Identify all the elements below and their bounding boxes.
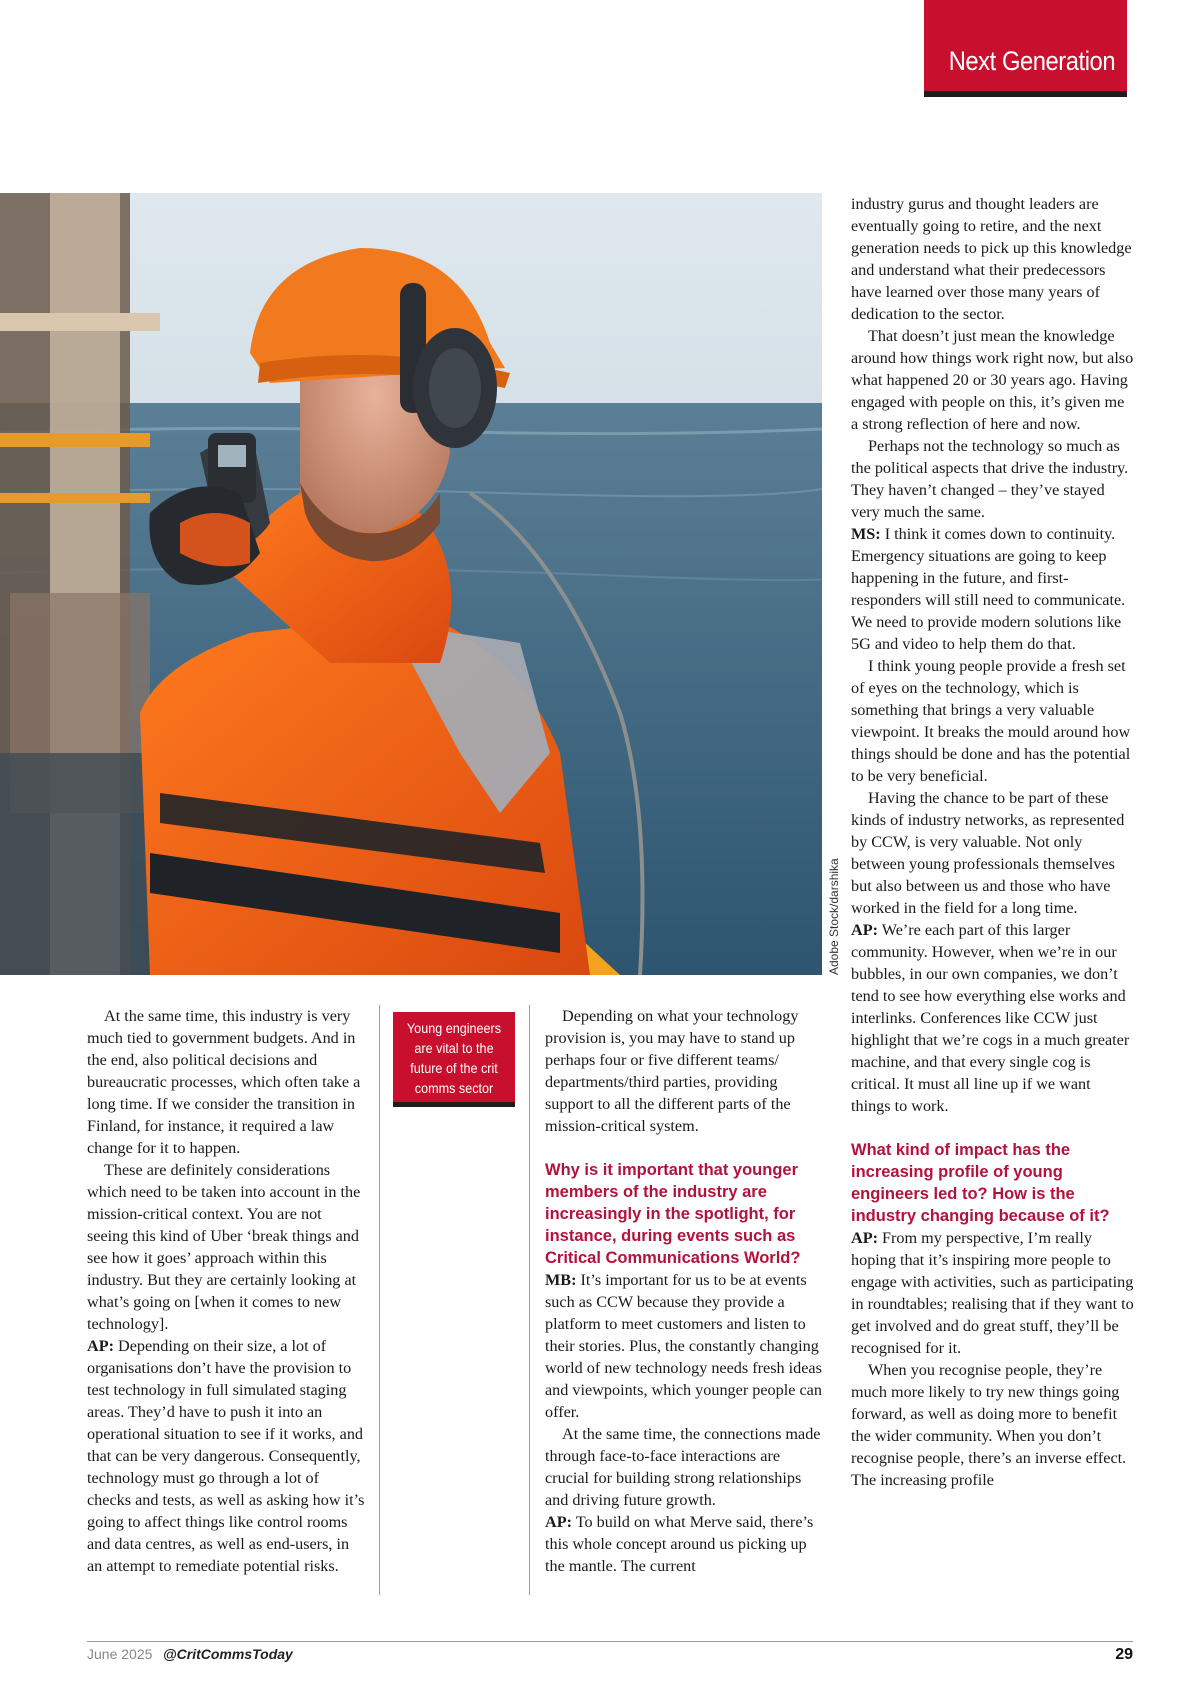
paragraph: At the same time, this industry is very much tied to government budgets. And in the end, also political decisions and bureaucratic processes, which often take a long time. If we consider the transition in Finland, for instance, it required a law change for it to happen. — [87, 1007, 361, 1157]
paragraph — [851, 523, 1134, 655]
paragraph — [545, 1269, 828, 1423]
paragraph: At the same time, the connections made through face-to-face interactions are crucial for building strong relationships and driving future growth. — [545, 1425, 821, 1509]
photo-credit: Adobe Stock/darshika — [827, 858, 841, 975]
paragraph — [851, 1227, 1134, 1359]
paragraph — [545, 1511, 828, 1577]
hero-photo — [0, 193, 822, 975]
paragraph: When you recognise people, they’re much more likely to try new things going forward, as well as doing more to benefit the wider community. When you don’t recognise people, there’s an inverse effect. The increasing profile — [851, 1361, 1127, 1489]
paragraph: I think young people provide a fresh set of eyes on the technology, which is something that brings a very valuable viewpoint. It breaks the mould around how things should be done and has the potential to be very beneficial. — [851, 657, 1131, 785]
speaker-initials: AP: — [545, 1513, 572, 1531]
speaker-initials: AP: — [851, 921, 878, 939]
question-heading: What kind of impact has the increasing profile of young engineers led to? How is the industry changing because of it? — [851, 1141, 1110, 1225]
section-tag — [924, 0, 1127, 97]
paragraph-text: From my perspective, I’m really hoping that it’s inspiring more people to engage with activities, such as participating in roundtables; realising that if they want to get involved and do great stuff, they’ll be recognised for it. — [851, 1229, 1134, 1357]
paragraph — [851, 919, 1134, 1117]
social-handle: @CritCommsToday — [163, 1646, 293, 1662]
column-divider — [379, 1005, 380, 1595]
paragraph: Perhaps not the technology so much as the political aspects that drive the industry. They haven’t changed – they’ve stayed very much the same. — [851, 437, 1129, 521]
question-heading: Why is it important that younger members of the industry are increasingly in the spotlight, for instance, during events such as Critical Communications World? — [545, 1161, 801, 1267]
paragraph-text: Depending on their size, a lot of organisations don’t have the provision to test technology in full simulated staging areas. They’d have to push it into an operational situation to see if it works, and that can be very dangerous. Consequently, technology must go through a lot of checks and tests, as well as asking how it’s going to affect things like control rooms and data centres, as well as end-users, in an attempt to remediate potential risks. — [87, 1337, 365, 1575]
paragraph: These are definitely considerations which need to be taken into account in the mission-critical context. You are not seeing this kind of Uber ‘break things and see how it goes’ approach within this industry. But they are certainly looking at what’s going on [when it comes to new technology]. — [87, 1161, 361, 1333]
footer-rule — [87, 1641, 1133, 1642]
issue-date: June 2025 — [87, 1646, 153, 1662]
article-column-3 — [545, 1005, 828, 1577]
paragraph-text: We’re each part of this larger community. However, when we’re in our bubbles, in our own companies, we don’t tend to see how everything else works and interlinks. Conferences like CCW just highlight that we’re cogs in a much greater machine, and that every single cog is critical. It must all line up if we want things to work. — [851, 921, 1130, 1115]
engineer-photo-illustration — [0, 193, 822, 975]
paragraph-text: It’s important for us to be at events such as CCW because they provide a platform to meet customers and listen to their stories. Plus, the constantly changing world of new technology needs fresh ideas and viewpoints, which younger people can offer. — [545, 1271, 822, 1421]
article-column-1 — [87, 1005, 367, 1577]
page-number: 29 — [1115, 1646, 1133, 1663]
paragraph — [87, 1335, 367, 1577]
column-divider — [529, 1005, 530, 1595]
speaker-initials: AP: — [851, 1229, 878, 1247]
speaker-initials: MS: — [851, 525, 881, 543]
article-column-4 — [851, 193, 1134, 1491]
paragraph: Having the chance to be part of these kinds of industry networks, as represented by CCW, is very valuable. Not only between young professionals themselves but also between us and those who have worked in the field for a long time. — [851, 789, 1125, 917]
paragraph-text: To build on what Merve said, there’s this whole concept around us picking up the mantle. The current — [545, 1513, 814, 1575]
speaker-initials: AP: — [87, 1337, 114, 1355]
section-label: Next Generation — [948, 46, 1115, 76]
paragraph: industry gurus and thought leaders are eventually going to retire, and the next generation needs to pick up this knowledge and understand what their predecessors have learned over those many years of dedication to the sector. — [851, 195, 1132, 323]
pull-quote-text: Young engineers are vital to the future of the crit comms sector — [406, 1020, 502, 1096]
paragraph: Depending on what your technology provision is, you may have to stand up perhaps four or five different teams/ departments/third parties, providing support to all the different parts of the mission-critical system. — [545, 1007, 799, 1135]
paragraph-text: I think it comes down to continuity. Emergency situations are going to keep happening in the future, and first-responders will still need to communicate. We need to provide modern solutions like 5G and video to help them do that. — [851, 525, 1126, 653]
paragraph: That doesn’t just mean the knowledge around how things work right now, but also what happened 20 or 30 years ago. Having engaged with people on this, it’s given me a strong reflection of here and now. — [851, 327, 1134, 433]
speaker-initials: MB: — [545, 1271, 577, 1289]
pull-quote — [393, 1012, 515, 1107]
